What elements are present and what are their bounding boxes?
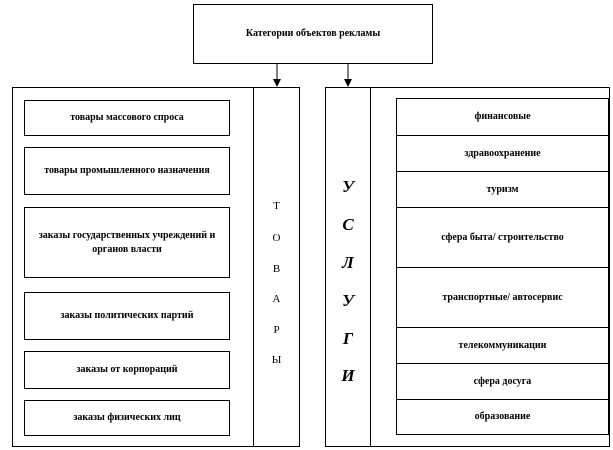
services-item: сфера быта/ строительство <box>396 207 609 268</box>
title-label: Категории объектов рекламы <box>245 28 381 40</box>
goods-item: заказы физических лиц <box>24 400 230 436</box>
services-letter: Л <box>342 253 354 272</box>
goods-item: товары промышленного назначения <box>24 147 230 195</box>
services-item: здравоохранение <box>396 135 609 172</box>
goods-letter: Т <box>273 200 280 212</box>
services-letter: И <box>341 366 355 385</box>
services-letter: Г <box>342 329 354 348</box>
services-item: туризм <box>396 171 609 208</box>
services-item: сфера досуга <box>396 363 609 400</box>
goods-letter: О <box>272 232 281 244</box>
services-letter: У <box>342 177 354 196</box>
goods-letter: А <box>272 293 281 305</box>
goods-item: заказы государственных учреждений и органов власти <box>24 207 230 278</box>
goods-item: заказы политических партий <box>24 292 230 340</box>
services-letter: С <box>342 215 354 234</box>
services-item: транспортные/ автосервис <box>396 267 609 328</box>
goods-item: заказы от корпораций <box>24 351 230 389</box>
services-column <box>325 87 371 447</box>
goods-item: товары массового спроса <box>24 100 230 136</box>
services-item: телекоммуникации <box>396 327 609 364</box>
services-letter: У <box>342 291 354 310</box>
goods-letter: Р <box>273 324 280 336</box>
services-item: финансовые <box>396 98 609 136</box>
goods-letter: Ы <box>271 354 282 366</box>
services-item: образование <box>396 399 609 435</box>
goods-column <box>253 87 300 447</box>
goods-letter: В <box>272 263 281 275</box>
title-box <box>193 4 433 64</box>
